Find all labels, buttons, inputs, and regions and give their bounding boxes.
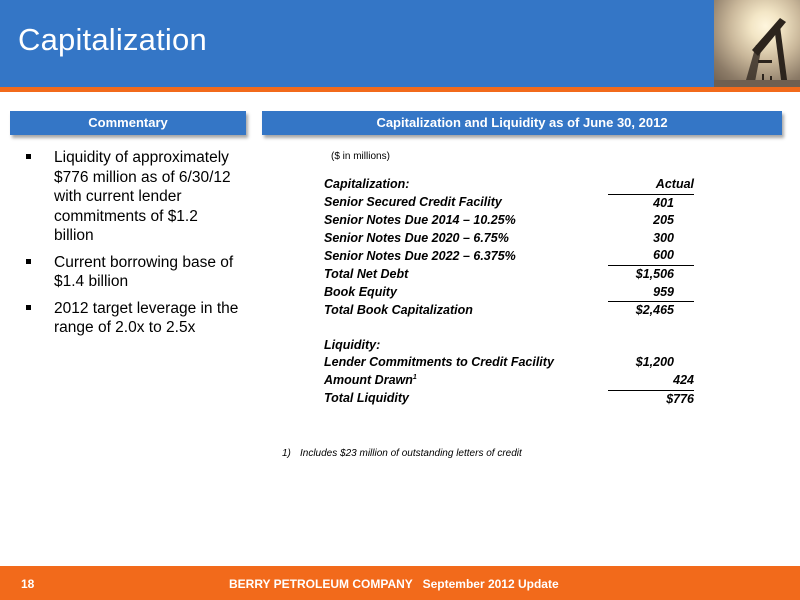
capitalization-table bbox=[324, 176, 694, 408]
table-row bbox=[324, 265, 694, 283]
oil-pump-photo bbox=[714, 0, 800, 87]
square-bullet-icon bbox=[26, 154, 31, 159]
square-bullet-icon bbox=[26, 305, 31, 310]
page-title: Capitalization bbox=[18, 22, 207, 57]
capitalization-header: Capitalization: bbox=[324, 177, 410, 192]
capitalization-tab: Capitalization and Liquidity as of June 30, 2012 bbox=[262, 111, 782, 135]
table-row bbox=[324, 390, 694, 408]
units-note: ($ in millions) bbox=[331, 151, 390, 162]
page-number: 18 bbox=[21, 577, 35, 591]
bullet-text: 2012 target leverage in the range of 2.0x to 2.5x bbox=[54, 299, 239, 336]
commentary-bullets bbox=[24, 148, 239, 345]
row-value: $776 bbox=[666, 391, 694, 406]
footer-text bbox=[229, 577, 559, 591]
table-row bbox=[324, 212, 694, 230]
table-row bbox=[324, 337, 694, 355]
bullet-item bbox=[24, 253, 239, 292]
amount-drawn-label: Amount Drawn bbox=[324, 373, 413, 388]
row-value: 300 bbox=[653, 230, 674, 245]
table-header-row bbox=[324, 176, 694, 194]
row-label: Senior Notes Due 2014 – 10.25% bbox=[324, 213, 516, 228]
bullet-text: Current borrowing base of $1.4 billion bbox=[54, 253, 234, 290]
footnote-number: 1) bbox=[282, 448, 291, 459]
table-spacer bbox=[324, 320, 694, 337]
row-label: Book Equity bbox=[324, 284, 397, 299]
table-row bbox=[324, 194, 694, 212]
square-bullet-icon bbox=[26, 259, 31, 264]
table-row bbox=[324, 247, 694, 265]
row-label bbox=[324, 372, 608, 390]
row-value: $2,465 bbox=[635, 303, 674, 318]
row-label: Senior Notes Due 2022 – 6.375% bbox=[324, 248, 516, 263]
table-row bbox=[324, 302, 694, 320]
footer-subtitle: September 2012 Update bbox=[422, 577, 559, 591]
commentary-tab: Commentary bbox=[10, 111, 246, 135]
row-value: 600 bbox=[608, 247, 694, 265]
row-value: 401 bbox=[653, 195, 674, 210]
bullet-item bbox=[24, 148, 239, 246]
bullet-text: Liquidity of approximately $776 million as of 6/30/12 with current lender commitments of $1.2 billion bbox=[54, 149, 231, 244]
row-label: Total Liquidity bbox=[324, 391, 409, 406]
table-row bbox=[324, 230, 694, 248]
header-bar bbox=[0, 0, 800, 87]
row-label: Senior Notes Due 2020 – 6.75% bbox=[324, 230, 509, 245]
pumpjack-image bbox=[714, 0, 800, 87]
footnote-text: Includes $23 million of outstanding letters of credit bbox=[300, 448, 522, 459]
table-row bbox=[324, 354, 694, 372]
liquidity-header: Liquidity: bbox=[324, 337, 381, 352]
footnote-ref: 1 bbox=[412, 374, 417, 382]
row-label: Total Book Capitalization bbox=[324, 302, 473, 317]
row-value: 959 bbox=[608, 284, 694, 302]
row-value: 424 bbox=[608, 372, 694, 390]
row-label: Lender Commitments to Credit Facility bbox=[324, 355, 554, 370]
header-accent-rule bbox=[0, 87, 800, 92]
row-value: $1,506 bbox=[635, 266, 674, 281]
row-label: Senior Secured Credit Facility bbox=[324, 195, 502, 210]
bullet-item bbox=[24, 299, 239, 338]
table-row bbox=[324, 372, 694, 390]
footnote bbox=[282, 448, 522, 459]
company-name: BERRY PETROLEUM COMPANY bbox=[229, 577, 413, 591]
row-label: Total Net Debt bbox=[324, 266, 409, 281]
actual-header: Actual bbox=[608, 176, 694, 194]
row-value: 205 bbox=[653, 213, 674, 228]
table-row bbox=[324, 284, 694, 302]
row-value: $1,200 bbox=[635, 355, 674, 370]
